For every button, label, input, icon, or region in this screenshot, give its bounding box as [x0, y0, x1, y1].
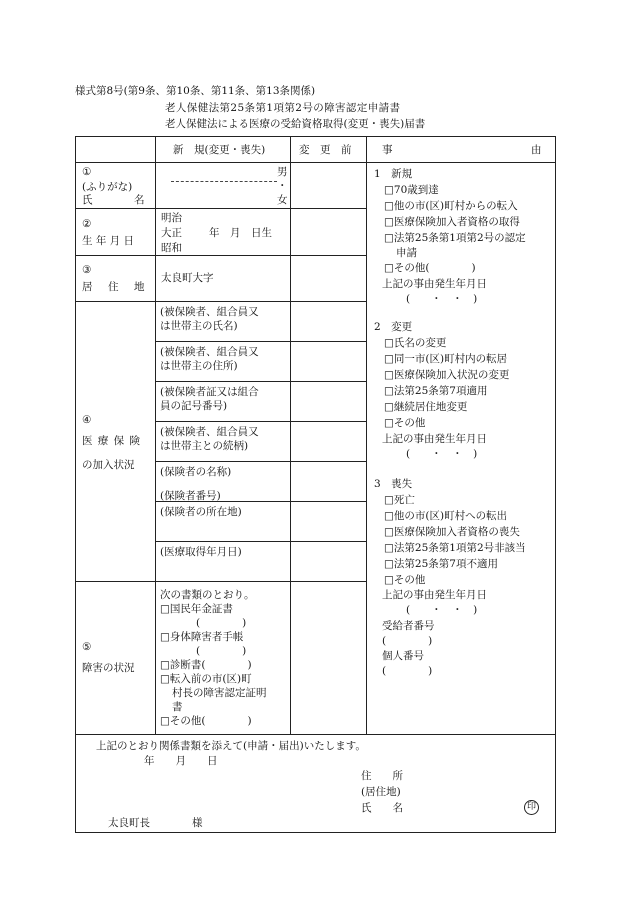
reason-change-item[interactable]: □同一市(区)町村内の転居: [384, 353, 508, 365]
reason-new-date-value[interactable]: ( ・ ・ ): [406, 293, 478, 305]
insurer-number-field[interactable]: (保険者番号): [160, 490, 221, 502]
address-label-3: 地: [134, 281, 145, 293]
address-label-2: 住: [108, 281, 119, 293]
era-taisho[interactable]: 大正: [161, 227, 182, 239]
furigana-line: [171, 181, 277, 182]
era-meiji[interactable]: 明治: [161, 212, 182, 224]
seal-mark: 印: [524, 800, 539, 815]
recipient-number-field[interactable]: ( ): [382, 635, 433, 647]
relationship-field[interactable]: (被保険者、組合員又: [160, 426, 259, 438]
form-title-2: 老人保健法による医療の受給資格取得(変更・喪失)届書: [165, 118, 426, 130]
doc-other[interactable]: □その他( ): [160, 715, 252, 727]
doc-handbook-paren: ( ): [196, 645, 247, 657]
applicant-address-label: 住 所: [361, 770, 403, 782]
reason-new-heading: 1 新規: [374, 168, 413, 180]
applicant-name-label: 氏 名: [361, 802, 403, 814]
doc-medical-certificate[interactable]: □診断書( ): [160, 659, 252, 671]
insurance-card-field[interactable]: (被保険者証又は組合: [160, 386, 259, 398]
reason-new-item[interactable]: □70歳到達: [384, 184, 439, 196]
applicant-residence-label: (居住地): [361, 786, 401, 798]
reason-loss-item[interactable]: □法第25条第1項第2号非該当: [384, 542, 526, 554]
gender-female[interactable]: 女: [277, 194, 288, 206]
insured-name-field-2: は世帯主の氏名): [160, 320, 238, 332]
insurance-label-1: 医 療 保 険: [82, 435, 142, 447]
reason-change-item[interactable]: □その他: [384, 417, 426, 429]
disability-label: 障害の状況: [82, 662, 135, 674]
doc-pension-certificate[interactable]: □国民年金証書: [160, 603, 233, 615]
address-label-1: 居: [82, 281, 93, 293]
reason-change-item[interactable]: □継続居住地変更: [384, 401, 468, 413]
reason-loss-date-label: 上記の事由発生年月日: [382, 589, 487, 601]
doc-disability-handbook[interactable]: □身体障害者手帳: [160, 631, 244, 643]
reason-change-item[interactable]: □医療保険加入状況の変更: [384, 369, 510, 381]
era-showa[interactable]: 昭和: [161, 242, 182, 254]
row-number-5: ⑤: [82, 641, 92, 653]
submission-date[interactable]: 年 月 日: [144, 755, 218, 767]
personal-number-label: 個人番号: [382, 650, 424, 662]
reason-change-item[interactable]: □氏名の変更: [384, 337, 447, 349]
doc-pension-paren: ( ): [196, 617, 247, 629]
gender-separator: ・: [277, 180, 288, 192]
doc-transfer-certificate[interactable]: □転入前の市(区)町: [160, 673, 252, 685]
row-number-2: ②: [82, 218, 92, 230]
column-header-new: 新 規(変更・喪失): [173, 144, 266, 156]
doc-transfer-certificate-3: 書: [172, 701, 183, 713]
address-value[interactable]: 太良町大字: [161, 272, 214, 284]
insurance-card-field-2: 員の記号番号): [160, 400, 228, 412]
insurance-label-2: の加入状況: [82, 459, 135, 471]
reason-new-item[interactable]: □法第25条第1項第2号の認定: [384, 232, 526, 244]
reason-loss-date-value[interactable]: ( ・ ・ ): [406, 604, 478, 616]
name-label: 氏: [82, 194, 93, 206]
reason-new-item[interactable]: □他の市(区)町村からの転入: [384, 200, 518, 212]
reason-new-item[interactable]: □医療保険加入者資格の取得: [384, 216, 520, 228]
application-form: [75, 136, 556, 833]
birth-date-fields[interactable]: 年 月 日生: [209, 227, 272, 239]
insurer-location-field[interactable]: (保険者の所在地): [160, 506, 242, 518]
birth-date-label: 生 年 月 日: [82, 235, 135, 247]
reason-loss-item[interactable]: □法第25条第7項不適用: [384, 558, 498, 570]
reason-new-item-continued: 申請: [396, 247, 417, 259]
reason-change-heading: 2 変更: [374, 321, 413, 333]
reason-new-item[interactable]: □その他( ): [384, 262, 476, 274]
documents-intro: 次の書類のとおり。: [160, 589, 255, 601]
personal-number-field[interactable]: ( ): [382, 665, 433, 677]
form-number: 様式第8号(第9条、第10条、第11条、第13条関係): [75, 85, 316, 97]
relationship-field-2: は世帯主との続柄): [160, 440, 249, 452]
row-number-4: ④: [82, 414, 92, 426]
gender-male[interactable]: 男: [277, 166, 288, 178]
column-header-reason-end: 由: [531, 144, 542, 156]
reason-loss-heading: 3 喪失: [374, 478, 413, 490]
insured-address-field-2: は世帯主の住所): [160, 360, 238, 372]
column-header-reason: 事: [382, 144, 393, 156]
form-title-1: 老人保健法第25条第1項第2号の障害認定申請書: [165, 102, 401, 114]
column-header-before: 変 更 前: [299, 144, 352, 156]
reason-change-item[interactable]: □法第25条第7項適用: [384, 385, 488, 397]
reason-loss-item[interactable]: □他の市(区)町村への転出: [384, 510, 508, 522]
furigana-label: (ふりがな): [82, 181, 133, 193]
reason-loss-item[interactable]: □その他: [384, 574, 426, 586]
insured-name-field[interactable]: (被保険者、組合員又: [160, 306, 259, 318]
reason-loss-item[interactable]: □死亡: [384, 494, 415, 506]
reason-loss-item[interactable]: □医療保険加入者資格の喪失: [384, 526, 520, 538]
reason-new-date-label: 上記の事由発生年月日: [382, 278, 487, 290]
addressee: 太良町長 様: [108, 817, 203, 829]
reason-change-date-label: 上記の事由発生年月日: [382, 433, 487, 445]
reason-change-date-value[interactable]: ( ・ ・ ): [406, 448, 478, 460]
insured-address-field[interactable]: (被保険者、組合員又: [160, 346, 259, 358]
submission-statement: 上記のとおり関係書類を添えて(申請・届出)いたします。: [96, 740, 366, 752]
row-number-3: ③: [82, 264, 92, 276]
acquisition-date-field[interactable]: (医療取得年月日): [160, 546, 242, 558]
name-label-2: 名: [134, 194, 145, 206]
doc-transfer-certificate-2: 村長の障害認定証明: [172, 687, 267, 699]
insurer-name-field[interactable]: (保険者の名称): [160, 466, 232, 478]
recipient-number-label: 受給者番号: [382, 620, 435, 632]
row-number-1: ①: [82, 166, 92, 178]
